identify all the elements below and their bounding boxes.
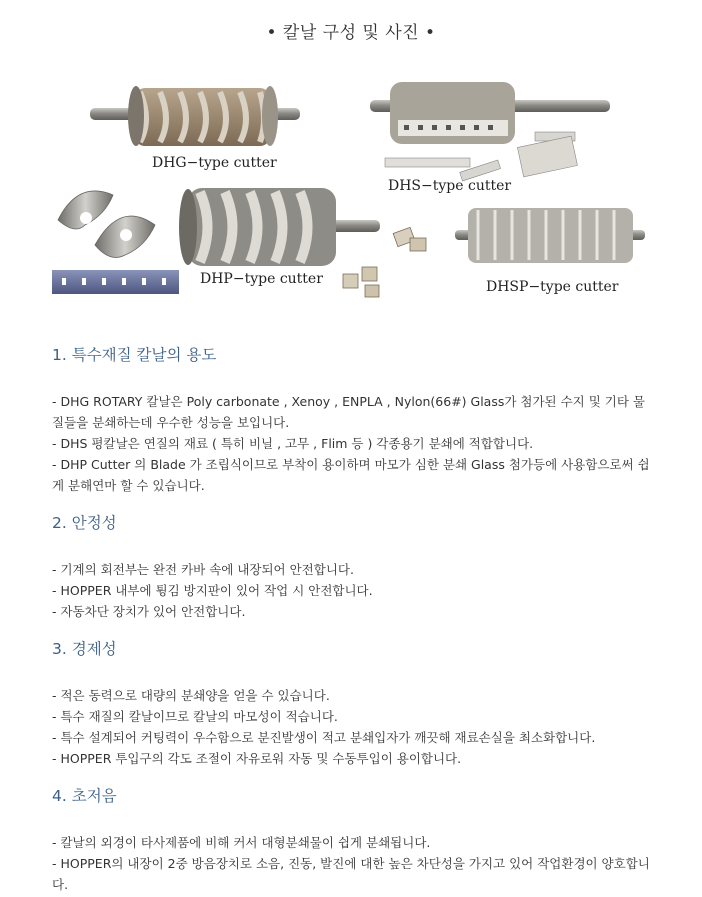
dhs-cutter-label: DHS−type cutter bbox=[388, 178, 512, 194]
blade-insert-cubes-image bbox=[343, 227, 426, 297]
section-usage bbox=[52, 343, 652, 496]
dhs-cutter-image bbox=[370, 82, 610, 181]
loose-cutter-pieces-image bbox=[58, 191, 155, 258]
blue-blade-image bbox=[52, 270, 179, 294]
section-economy bbox=[52, 637, 652, 769]
list-item: - 특수 재질의 칼날이므로 칼날의 마모성이 적습니다. bbox=[52, 709, 338, 724]
list-item: - 자동차단 장치가 있어 안전합니다. bbox=[52, 604, 246, 619]
list-item: - HOPPER 투입구의 각도 조절이 자유로워 자동 및 수동투입이 용이합니다. bbox=[52, 751, 462, 766]
list-item: - HOPPER 내부에 튕김 방지판이 있어 작업 시 안전합니다. bbox=[52, 583, 373, 598]
list-item: - 적은 동력으로 대량의 분쇄양을 얻을 수 있습니다. bbox=[52, 688, 330, 703]
list-item: - 칼날의 외경이 타사제품에 비해 커서 대형분쇄물이 쉽게 분쇄됩니다. bbox=[52, 835, 431, 850]
cutter-photo-collage bbox=[40, 70, 650, 315]
dhg-cutter-image bbox=[90, 86, 300, 146]
list-item: - 기계의 회전부는 완전 카바 속에 내장되어 안전합니다. bbox=[52, 562, 354, 577]
list-item: - 특수 설계되어 커팅력이 우수함으로 분진발생이 적고 분쇄입자가 깨끗해 재료손실을 최소화합니다. bbox=[52, 730, 596, 745]
section-safety bbox=[52, 511, 652, 622]
section-heading: 4. 초저음 bbox=[52, 787, 117, 805]
section-heading: 1. 특수재질 칼날의 용도 bbox=[52, 346, 217, 364]
dhsp-cutter-label: DHSP−type cutter bbox=[486, 279, 619, 295]
dhp-cutter-label: DHP−type cutter bbox=[200, 271, 323, 287]
list-item: - DHG ROTARY 칼날은 Poly carbonate , Xenoy , ENPLA , Nylon(66#) Glass가 첨가된 수지 및 기타 물질들을 분쇄하는데 우수한 성능을 보입니다. bbox=[52, 394, 645, 430]
section-heading: 3. 경제성 bbox=[52, 640, 117, 658]
list-item: - DHS 평칼날은 연질의 재료 ( 특히 비닐 , 고무 , Flim 등 ) 각종용기 분쇄에 적합합니다. bbox=[52, 436, 534, 451]
list-item: - HOPPER의 내장이 2중 방음장치로 소음, 진동, 발진에 대한 높은 차단성을 가지고 있어 작업환경이 양호합니다. bbox=[52, 856, 650, 892]
list-item: - DHP Cutter 의 Blade 가 조립식이므로 부착이 용이하며 마모가 심한 분쇄 Glass 첨가등에 사용함으로써 쉽게 분해연마 할 수 있습니다. bbox=[52, 457, 650, 493]
section-heading: 2. 안정성 bbox=[52, 514, 117, 532]
dhp-cutter-image bbox=[179, 188, 380, 266]
dhg-cutter-label: DHG−type cutter bbox=[152, 155, 277, 171]
page-title: • 칼날 구성 및 사진 • bbox=[266, 23, 436, 43]
section-low-noise bbox=[52, 784, 652, 895]
dhsp-cutter-image bbox=[455, 208, 645, 263]
